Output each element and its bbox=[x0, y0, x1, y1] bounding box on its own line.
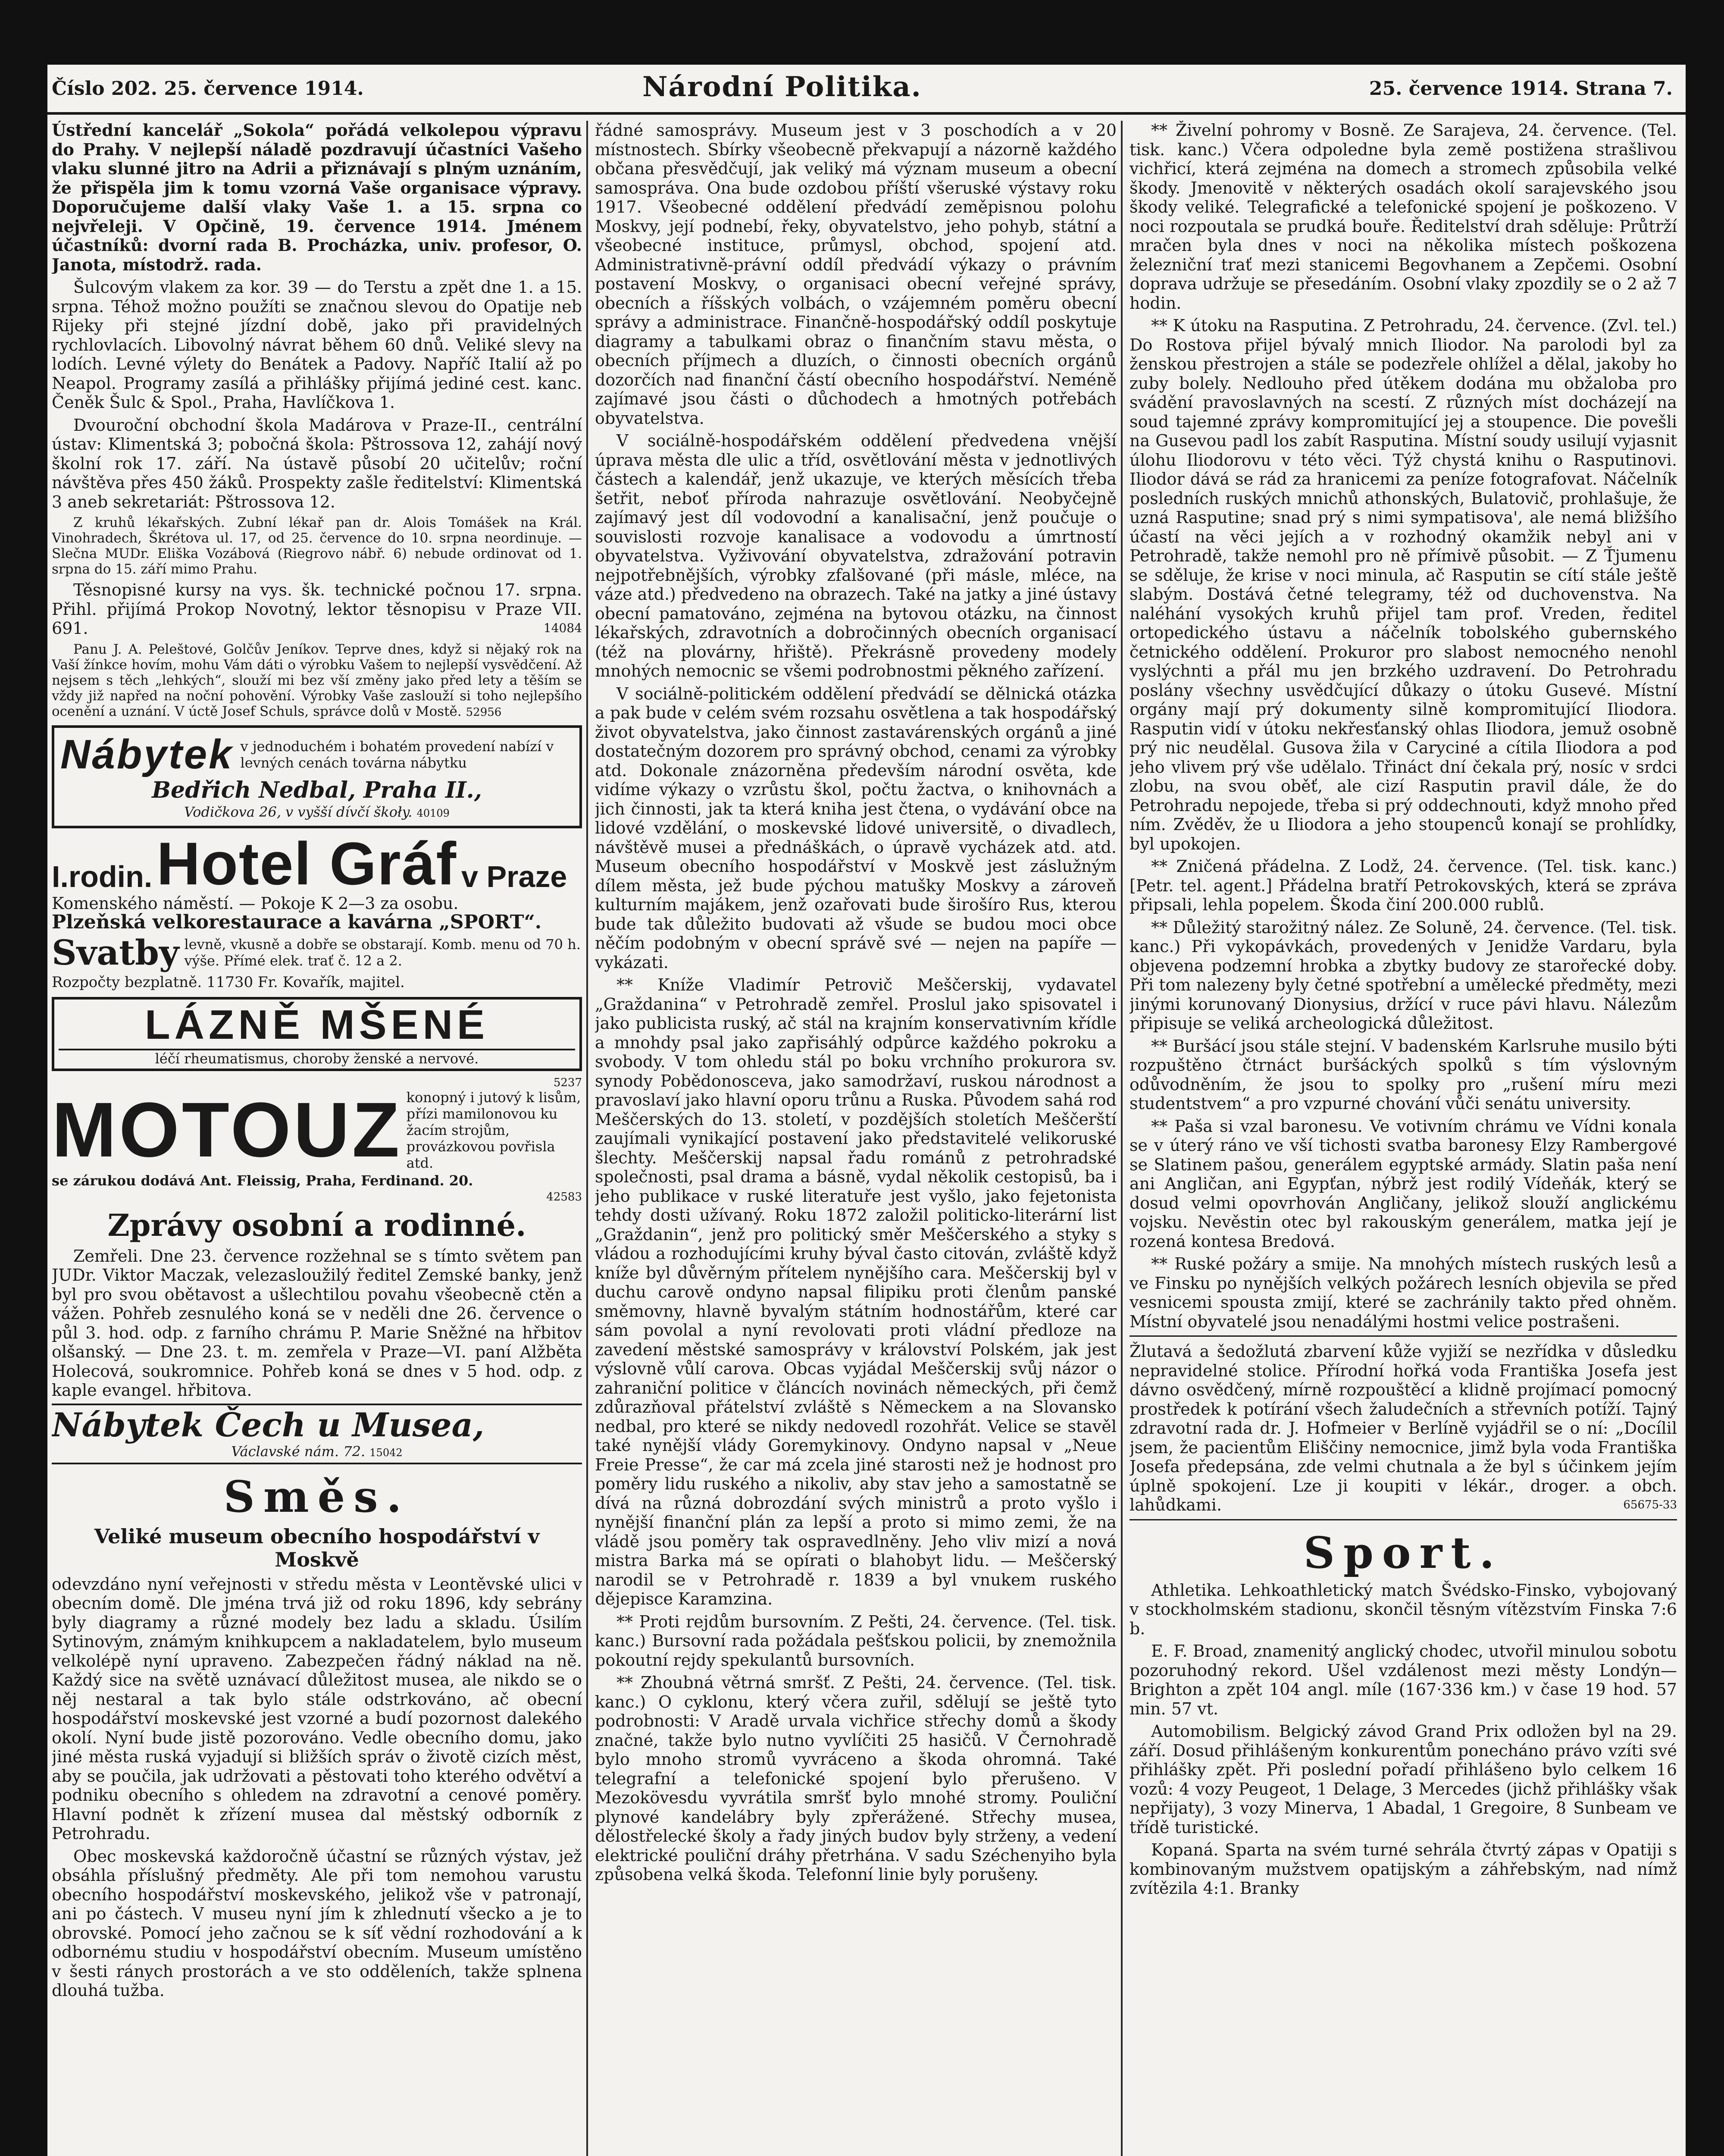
divider bbox=[1130, 1519, 1677, 1520]
notice-sokol: Ústřední kancelář „Sokola“ pořádá velkolepou výpravu do Prahy. V nejlepší náladě pozdravují účastníci Vašeho vlaku slunné jitro na Adrii a přiznávají s plným uznáním, že přispěla jim k tomu vzorná Vaše organisace výpravy. Doporučujeme další vlaky Vaše 1. a 15. srpna co nejvřeleji. V Opčině, 19. července 1914. Jménem účastníků: dvorní rada B. Procházka, univ. profesor, O. Janota, místodrž. rada. bbox=[52, 121, 582, 274]
column-divider bbox=[1121, 121, 1123, 2156]
date-page-number: 25. července 1914. Strana 7. bbox=[1369, 78, 1673, 100]
article-salonika: ** Důležitý starožitný nález. Ze Soluně, 24. července. (Tel. tisk. kanc.) Při vykopávkách, provedených v Jenidže Vardaru, byla objevena podzemní hrobka a zbytky budovy ze starořecké doby. Při tom nalezeny byly četné spotřební a umělecké předměty, mezi jinými korunovaný Dionysius, držící v ruce pávi hlavu. Nálezům připisuje se veliká archeologická důležitost. bbox=[1130, 918, 1677, 1033]
section-heading-smes: Směs. bbox=[223, 1471, 410, 1522]
notice-shorthand: Těsnopisné kursy na vys. šk. technické počnou 17. srpna. Přihl. přijímá Prokop Novotný, lektor těsnopisu v Praze VII. 691. 14084 bbox=[52, 580, 582, 638]
sport-football: Kopaná. Sparta na svém turné sehrála čtvrtý zápas v Opatiji s kombinovaným mužstvem opatijským a záhřebským, nad nímž zvítězila 4:1. Branky bbox=[1130, 1840, 1677, 1898]
article-heading-museum: Veliké museum obecního hospodářství v Moskvě bbox=[94, 1524, 540, 1571]
ad-nedbal-name: Bedřich Nedbal, Praha II., bbox=[152, 777, 482, 803]
article-obituaries: Zemřeli. Dne 23. července rozžehnal se s tímto světem pan JUDr. Viktor Maczak, velezasloužilý ředitel Zemské banky, jenž byl pro svou obětavost a ušlechtilou povahu všeobecně ctěn a vážen. Pohřeb zesnulého koná se v neděli dne 26. července o půl 3. hod. odp. z farního chrámu P. Marie Sněžné na hřbitov olšanský. — Dne 23. t. m. zemřela v Praze—VI. paní Alžběta Holecová, soukromnice. Pohřeb koná se dnes v 5 hod. odp. z kaple evangel. hřbitova. bbox=[52, 1246, 582, 1400]
article-lodz: ** Zničená přádelna. Z Lodž, 24. července. (Tel. tisk. kanc.) [Petr. tel. agent.] Přádelna bratří Petrokovských, která se zpráva připsali, lehla popelem. Škoda činí 200.000 rublů. bbox=[1130, 857, 1677, 914]
notice-school: Dvouroční obchodní škola Madárova v Praze-II., centrální ústav: Klimentská 3; pobočná škola: Pštrossova 12, zahájí nový školní rok 17. září. Na ústavě působí 20 učitelův; roční návštěva přes 450 žáků. Prospekty zašle ředitelství: Klimentská 3 aneb sekretariát: Pštrossova 12. bbox=[52, 415, 582, 511]
ad-skin: Žlutavá a šedožlutá zbarvení kůže vyjiží se nezřídka v důsledku nepravidelné stolice. Přírodní hořká voda Františka Josefa jest dávno osvědčený, mírně rozpouštěcí a klidně projímací pomocný prostředek k potírání všech žaludečních a střevních potíží. Tajný zdravotní rada dr. J. Hofmeier v Berlíně vyjádřil se o ní: „Docílil jsem, že pacientům Eliščiny nemocnice, jimž byla voda Františka Josefa předepsána, zde velmi chutnala a že byl s účinkem jejím úplně spokojení. Lze ji koupiti v lékár., droger. a obch. lahůdkami. 65675-33 bbox=[1130, 1342, 1677, 1514]
article-meshchersky: ** Kníže Vladimír Petrovič Meščerskij, vydavatel „Graždanina“ v Petrohradě zemřel. Proslul jako spisovatel i jako publicista ruský, ač stál na krajním konservativním křídle a mnohdy psal jako zapřisáhlý odpůrce každého pokroku a svobody. V tom ohledu stál po boku vrchního prokurora sv. synody Pobědonosceva, jako samodržaví, ruskou národnost a pravoslaví jako hlavní oporu trůnu a Ruska. Původem sahá rod Meščerských do 13. století, v pozdějších stoletích Meščerští zaujímali vynikající postavení jako představitelé velikoruské šlechty. Meščerskij napsal řadu románů z petrohradské společnosti, psal drama a básně, vydal několik cestopisů, ba i jeho publikace v ruské literatuře jest vyšlo, jako fejetonista tehdy dosti užívaný. Roku 1872 založil politicko-literární list „Graždanin“, jenž pro politický směr Meščerského a styky s vládou a rozhodujícími kruhy býval často citován, zvláště když kníže byl důvěrným přítelem nynějšího cara. Meščerskij byl v duchu carově ondyno napsal filipiku proti členům panské směmovny, hlavně byvalým státním hodnostářům, které car sám povolal a nyní revolovati proti vládní předloze na zavedení městské samosprávy v království Polském, jak jest výslovně vůlí carova. Obcas vyjádal Meščerskij svůj názor o zahraniční politice v článcích novinách německých, při čemž zdůrazňoval přátelství zvláště s Německem a na Slovansko nedbal, pro které se nikdy nedovedl rozohřát. Velice se stavěl také nynější vlády Goremykinovy. Ondyno napsal v „Neue Freie Presse“, že car má zcela jiné starosti než je hodnost pro poměry lidu ruského a nikoliv, aby stav jeho a samostatně se dívá na různá dobrozdání svých ministrů a proto vyšlo i nynější finanční plán za lepší a proto si mimo zemi, že na vládě jsou poměry tak ospravedlněny. Jeho vliv mizí a nová mistra Barka má se opírati o blahobyt lidu. — Meščerský narodil se v Petrohradě r. 1839 a byl vnukem ruského dějepisce Karamzina. bbox=[595, 975, 1117, 1608]
ad-hotel-graf: I.rodin. Hotel Gráf v Praze Komenského náměstí. — Pokoje K 2—3 za osobu. Plzeňská velkorestaurace a kavárna „SPORT“. Svatby levně, vkusně a dobře se obstarají. Komb. menu od 70 h. výše. Přímé elek. trať č. 12 a 2. Rozpočty bezplatně. 11730 Fr. Kovařík, majitel. bbox=[52, 829, 581, 991]
article-museum-p2: Obec moskevská každoročně účastní se různých výstav, jež obsáhla příslušný předměty. Ale při tom nemohou varustu obecního hospodářství moskevského, jelikož vše v patronají, ani po částech. V museu nyní jím k zhlednutí všecko a je to obrovské. Pomocí jeho začnou se k síť vědní rozhodování a k odbornému studiu v hospodářství obecním. Museum umístěno v šesti ránych prostorách a ve sto odděleních, takže splnena dlouhá tužba. bbox=[52, 1846, 582, 2000]
ad-nedbal-headline: Nábytek bbox=[60, 731, 234, 777]
newspaper-title: Národní Politika. bbox=[642, 71, 922, 103]
article-rasputin: ** K útoku na Rasputina. Z Petrohradu, 24. července. (Zvl. tel.) Do Rostova přijel bývalý mnich Iliodor. Na parolodi byl za ženskou přestrojen a stále se podezřele ohlížel a dělal, jakoby ho zuby bolely. Nedlouho před útěkem dodána mu obžaloba pro svádění pravoslavných na scestí. Z různých míst docházejí na soud tajemné zprávy kompromitující jej a stoupence. Die povešli na Gusevou padl los zabít Rasputina. Místní soudy usilují vyjasnit úlohu Iliodorovu v této věci. Týž chystá knihu o Rasputinovi. Iliodor dává se rád za hranicemi za peníze fotografovat. Náčelník posledních ruských mnichů athonských, Bulatovič, prohlašuje, že uzná Rasputine; snad prý s nimi sympatisova', ale nemá bližšího účastí na věci jejích a v rozhodný okamžik nebyl ani v Petrohradě, takže nemohl pro ně přímivě působit. — Z Ťjumenu se sděluje, že krise v noci minula, ač Rasputin se cítí stále ještě slabým. Dostává četné telegramy, též od duchovenstva. Na naléhání vysokých kruhů přijel tam prof. Vreden, ředitel ortopedického ústavu a náčelník tobolského gubernského četnického oddělení. Prokuror pro slabost nemocného nenohl vyslýchnti a přál mu jen brzkého uzdravení. Do Petrohradu poslány všechny usvědčující důkazy o útoku Gusevé. Místní orgány mají prý dokumenty silně kompromitující Iliodora. Rasputin vidí v útoku nekřesťanský ohlas Iliodora, jemuž osobně prý nic neudělal. Gusova žila v Caryciné a cítila Iliodora a pod jeho vlivem prý vše udělalo. Třináct dní čekala prý, nosíc v srdci zlobu, na svou oběť, ale cizí Rasputin pravil dále, že do Petrohradu nepojede, třeba si prý oddechnouti, když mnoho před ním. Zvěděv, že u Iliodora a jeho stoupenců konají se prohlídky, byl upokojen. bbox=[1130, 316, 1677, 853]
ad-motouz: MOTOUZ konopný i jutový k lisům, přízi mamilonovou ku žacím strojům, provázkovou povřisla atd. se zárukou dodává Ant. Fleissig, Praha, Ferdinand. 20. 42583 bbox=[52, 1087, 582, 1203]
ad-hotel-name: Hotel Gráf bbox=[156, 829, 457, 897]
article-bourse: ** Proti rejdům bursovním. Z Pešti, 24. července. (Tel. tisk. kanc.) Bursovní rada požádala pešťskou policii, by znemožnila pokoutní rejdy spekulantů bursovních. bbox=[595, 1612, 1117, 1670]
ad-nedbal-furniture: Nábytek v jednoduchém i bohatém provedení nabízí v levných cenách továrna nábytku Bedřich Nedbal, Praha II., Vodičkova 26, v vyšší dívčí škoły. 40109 bbox=[52, 725, 582, 828]
notice-testimonial: Panu J. A. Peleštové, Golčův Jeníkov. Teprve dnes, když si nějaký rok na Vaší žínkce hovím, mohu Vám dáti o výrobku Vašem to nejlepší vysvědčení. Až nejsem s těch „lehkých“, slouží mi bez vší změny jako před lety a těším se vždy již napřed na noční pohovění. Výrobky Vaše zaslouží si toho nejlepšího ocenění a uznání. V úctě Josef Schuls, správce dolů v Mostě. 52956 bbox=[52, 641, 582, 719]
article-windstorm: ** Zhoubná větrná smršť. Z Pešti, 24. července. (Tel. tisk. kanc.) O cyklonu, který včera zuřil, sdělují se ještě tyto podrobnosti: V Aradě urvala vichřice střechy domů a škody značné, takže bylo nutno vyvlíčiti 25 hasičů. V Černohradě bylo mnoho stromů vyvráceno a škoda ohromná. Také telegrafní a telefonické spojení bylo přerušeno. V Mezokövesdu vyvrátila smršť bylo mnohé stromy. Pouliční plynové kandelábry byly zpřerážené. Střechy musea, dělostřelecké školy a řady jiných budov byly strženy, a vedení elektrické pouliční dráhy přetrhána. V sadu Széchenyiho byla způsobena velká škoda. Telefonní linie byly porušeny. bbox=[595, 1673, 1117, 1884]
section-heading-personal: Zprávy osobní a rodinné. bbox=[107, 1207, 526, 1243]
notice-sulc: Šulcovým vlakem za kor. 39 — do Terstu a zpět dne 1. a 15. srpna. Téhož možno použíti se značnou slevou do Opatije neb Rijeky při stejné jízdní době, jako při pravidelných rychlovlacích. Libovolný návrat během 60 dnů. Veliké slevy na lodích. Levné výlety do Benátek a Padovy. Napříč Italií až po Neapol. Programy zasílá a přihlášky přijímá jediné cest. kanc. Čeněk Šulc & Spol., Praha, Havlíčkova 1. bbox=[52, 278, 582, 412]
sport-walking: E. F. Broad, znamenitý anglický chodec, utvořil minulou sobotu pozoruhodný rekord. Ušel vzdálenost mezi městy Londýn—Brighton a zpět 104 angl. míle (167·336 km.) v čase 19 hod. 57 min. 57 vt. bbox=[1130, 1642, 1677, 1718]
divider bbox=[1130, 1335, 1677, 1337]
column-1: Ústřední kancelář „Sokola“ pořádá velkolepou výpravu do Prahy. V nejlepší náladě pozdravují účastníci Vašeho vlaku slunné jitro na Adrii a přiznávají s plným uznáním, že přispěla jim k tomu vzorná Vaše organisace výpravy. Doporučujeme další vlaky Vaše 1. a 15. srpna co nejvřeleji. V Opčině, 19. července 1914. Jménem účastníků: dvorní rada B. Procházka, univ. profesor, O. Janota, místodrž. rada. Šulcovým vlakem za kor. 39 — do Terstu a zpět dne 1. a 15. srpna. Téhož možno použíti se značnou slevou do Opatije neb Rijeky při stejné jízdní době, jako při pravidelných rychlovlacích. Libovolný návrat během 60 dnů. Veliké slevy na lodích. Levné výlety do Benátek a Padovy. Napříč Italií až po Neapol. Programy zasílá a přihlášky přijímá jediné cest. kanc. Čeněk Šulc & Spol., Praha, Havlíčkova 1. Dvouroční obchodní škola Madárova v Praze-II., centrální ústav: Klimentská 3; pobočná škola: Pštrossova 12, zahájí nový školní rok 17. září. Na ústavě působí 20 učitelův; roční návštěva přes 450 žáků. Prospekty zašle ředitelství: Klimentská 3 aneb sekretariát: Pštrossova 12. Z kruhů lékařských. Zubní lékař pan dr. Alois Tomášek na Král. Vinohradech, Škrétova ul. 17, od 25. července do 10. srpna neordinuje. — Slečna MUDr. Eliška Vozábová (Riegrovo nábř. 6) nebude ordinovat od 1. srpna do 15. září mimo Prahu. Těsnopisné kursy na vys. šk. technické počnou 17. srpna. Přihl. přijímá Prokop Novotný, lektor těsnopisu v Praze VII. 691. 14084 Panu J. A. Peleštové, Golčův Jeníkov. Teprve dnes, když si nějaký rok na Vaší žínkce hovím, mohu Vám dáti o výrobku Vašem to nejlepší vysvědčení. Až nejsem s těch „lehkých“, slouží mi bez vší změny jako před lety a těším se vždy již napřed na noční pohovění. Výrobky Vaše zaslouží si toho nejlepšího ocenění a uznání. V úctě Josef Schuls, správce dolů v Mostě. 52956 Nábytek v jednoduchém i bohatém provedení nabízí v levných cenách továrna nábytku Bedřich Nedbal, Praha II., Vodičkova 26, v vyšší dívčí škoły. 40109 I.rodin. Hotel Gráf v Praze Komenského náměstí. — Pokoje K 2—3 za osobu. Plzeňská velkorestaurace a kavárna „SPORT“. Svatby levně, vkusně a dobře se obstarají. Komb. menu od 70 h. výše. Přímé elek. trať č. 12 a 2. Rozpočty bezplatně. 11730 Fr. Kovařík, majitel. LÁZNĚ MŠENÉ léčí rheumatismus, choroby ženské a nervové. 5237 MOTOUZ konopný i jutový k lisům, přízi mamilonovou ku žacím strojům, provázkovou povřisla atd. se zárukou dodává Ant. Fleissig, Praha, Ferdinand. 20. 42583 Zprávy osobní a rodinné. Zemřeli. Dne 23. července rozžehnal se s tímto světem pan JUDr. Viktor Maczak, velezasloužilý ředitel Zemské banky, jenž byl pro svou obětavost a ušlechtilou povahu všeobecně ctěn a vážen. Pohřeb zesnulého koná se v neděli dne 26. července o půl 3. hod. odp. z farního chrámu P. Marie Sněžné na hřbitov olšanský. — Dne 23. t. m. zemřela v Praze—VI. paní Alžběta Holecová, soukromnice. Pohřeb koná se dnes v 5 hod. odp. z kaple evangel. hřbitova. Nábytek Čech u Musea, Václavské nám. 72. 15042 Směs. Veliké museum obecního hospodářství v Moskvě odevzdáno nyní veřejnosti v středu města v Leontěvské ulici v obecním domě. Dle jména trvá již od roku 1896, kdy sebrány byly diagramy a různé modely bez ladu a skladu. Úsilím Sytinovým, známým knihkupcem a nakladatelem, bylo museum velkolépě nyní upraveno. Zabezpečen řádný náklad na ně. Každý sice na světě uznávací důležitost musea, ale nikdo se o něj nestaral a tak bylo stále odstrkováno, ač obecní hospodářství moskevské jest vzorné a budí pozornost dalekého okolí. Nyní bude jistě pozorováno. Vedle obecního domu, jako jiné města ruská vyjadují si bližších správ o životě cizích měst, aby se poučila, jak udržovati a pěstovati toho kterého odvětví a podniku obecního s ohledem na zdravotní a cenové poměry. Hlavní podnět k zřízení musea dal městský odborník z Petrohradu. Obec moskevská každoročně účastní se různých výstav, jež obsáhla příslušný předměty. Ale při tom nemohou varustu obecního hospodářství moskevského, jelikož vše v patronají, ani po částech. V museu nyní jím k zhlednutí všecko a je to obrovské. Pomocí jeho začnou se k síť vědní rozhodování a k odbornému studiu v hospodářství obecním. Museum umístěno v šesti ránych prostorách a ve sto odděleních, takže splnena dlouhá tužba. bbox=[52, 121, 582, 2000]
article-museum-p3: řádné samosprávy. Museum jest v 3 poschodích a v 20 místnostech. Sbírky všeobecně překvapují a názorně každého občana přesvědčují, jak veliký má význam museum a obecní samospráva. Ona bude ozdobou příští všeruské výstavy roku 1917. Všeobecné oddělení předvádí zeměpisnou polohu Moskvy, její podnebí, řeky, obyvatelstvo, jeho pohyb, státní a všeobecné instituce, průmysl, obchod, spojení atd. Administrativně-právní oddíl předvádí výkazy o právním postavení Moskvy, o organisaci obecní veřejné správy, obecních a říšských volbách, o vzájemném poměru obecní správy a administrace. Finančně-hospodářský oddíl poskytuje diagramy a tabulkami obraz o finančním stavu města, o obecních příjmech a dluzích, o činnosti obecních orgánů dozorčích nad finanční částí obecního hospodářství. Neméně zajímavé jsou části o důchodech a hmotných potřebách obyvatelstva. bbox=[595, 121, 1117, 428]
article-bosnia: ** Živelní pohromy v Bosně. Ze Sarajeva, 24. července. (Tel. tisk. kanc.) Včera odpoledne byla země postižena strašlivou vichřicí, která zejména na domech a stromech způsobila velké škody. Jmenovitě v některých osadách okolí sarajevského jsou škody veliké. Telegrafické a telefonické spojení je poškozeno. V noci rozpoutala se prudká bouře. Ředitelství drah sděluje: Průtrží mračen byla dnes v noci na několika místech poškozena železniční trať mezi stanicemi Begovhanem a Zepčemi. Osobní doprava udržuje se přesedáním. Osobní vlaky zpozdily se o 2 až 7 hodin. bbox=[1130, 121, 1677, 313]
article-fires: ** Ruské požáry a smije. Na mnohých místech ruských lesů a ve Finsku po nynějších velkých požárech lesních objevila se před vesnicemi spousta zmijí, které se zachránily takto před ohněm. Místní obyvatelé jsou nenadálými hostmi velice postrašeni. bbox=[1130, 1254, 1677, 1331]
sport-automobile: Automobilism. Belgický závod Grand Prix odložen byl na 29. září. Dosud přihlášeným konkurentům ponecháno právo vzíti své přihlášky zpět. Při poslední pořadí přihlášeno bylo celkem 16 vozů: 4 vozy Peugeot, 1 Delage, 3 Mercedes (jichž přihlášky však nepřijaty), 3 vozy Minerva, 1 Abadal, 1 Gregoire, 8 Sunbeam ve třídě turistické. bbox=[1130, 1722, 1677, 1837]
column-3 bbox=[1130, 121, 1677, 2156]
page-header bbox=[47, 65, 1686, 115]
column-divider bbox=[586, 121, 588, 2156]
article-karlsruhe: ** Buršácí jsou stále stejní. V badenském Karlsruhe musilo býti rozpuštěno čtrnáct buršáckých spolků s tím výslovným odůvodněním, že jsou to spolky pro „rušení míru mezi studentstvem“ a pro vzpurné chování vůči senátu university. bbox=[1130, 1036, 1677, 1113]
sport-athletics: Athletika. Lehkoathletický match Švédsko-Finsko, vybojovaný v stockholmském stadionu, skončil těsným vítězstvím Finska 7:6 b. bbox=[1130, 1580, 1677, 1638]
article-museum-p1: odevzdáno nyní veřejnosti v středu města v Leontěvské ulici v obecním domě. Dle jména trvá již od roku 1896, kdy sebrány byly diagramy a různé modely bez ladu a skladu. Úsilím Sytinovým, známým knihkupcem a nakladatelem, bylo museum velkolépě nyní upraveno. Zabezpečen řádný náklad na ně. Každý sice na světě uznávací důležitost musea, ale nikdo se o něj nestaral a tak bylo stále odstrkováno, ač obecní hospodářství moskevské jest vzorné a budí pozornost dalekého okolí. Nyní bude jistě pozorováno. Vedle obecního domu, jako jiné města ruská vyjadují si bližších správ o životě cizích měst, aby se poučila, jak udržovati a pěstovati toho kterého odvětví a podniku obecního s ohledem na zdravotní a cenové poměry. Hlavní podnět k zřízení musea dal městský odborník z Petrohradu. bbox=[52, 1574, 582, 1843]
article-museum-p5: V sociálně-politickém oddělení předvádí se dělnická otázka a pak bude v celém svém rozsahu osvětlena a tak hospodářský život obyvatelstva, jako činnost zastavárenských orgánů a jiné dostatečným dozorem pro správný obchod, cenami za výrobky atd. Dokonale znázorněna především národní osvěta, kde vidíme výkazy o vzrůstu škol, počtu žactva, o knihovnách a jich činnosti, jak ta která kniha jest čtena, o vydávání obce na lidové vzdělání, o moskevské lidové universitě, o divadlech, návštěvě musei a přednáškách, o úpravě vycházek atd. atd. Museum obecního hospodářství v Moskvě jest záslužným dílem města, jež bude pýchou matušky Moskvy a zároveň kulturním majákem, jenž ozařovati bude širošíro Rus, kterou bude tak důležito budovati až všude se budou moci obce něčím podobným v obecní správě své — nejen na papíře — vykázati. bbox=[595, 684, 1117, 972]
issue-number: Číslo 202. 25. července 1914. bbox=[52, 78, 364, 100]
article-pasha: ** Paša si vzal baronesu. Ve votivním chrámu ve Vídni konala se v úterý ráno ve vší tichosti svatba baronesy Elzy Rambergové se Slatinem pašou, generálem egyptské armády. Slatin paša není ani Angličan, ani Egypťan, nýbrž jest rodilý Vídeňák, který se dosud velmi opovrhován Angličany, jelikož slouží anglickému vojsku. Nevěstin otec byl rakouským generálem, matka její je rozená kontesa Bredová. bbox=[1130, 1116, 1677, 1251]
column-2 bbox=[595, 121, 1117, 2156]
article-museum-p4: V sociálně-hospodářském oddělení předvedena vnější úprava města dle ulic a tříd, osvětlování města v jednotlivých částech a kalendář, jenž ukazuje, ve kterých měsících třeba šetřit, neboť příroda nahrazuje osvětlování. Neobyčejně zajímavý jest díl vodovodní a kanalisační, jenž poučuje o souvislosti rozvoje kanalisace a vodovodu a úmrtností obyvatelstva. Vyživování obyvatelstva, zdražování potravin nejpotřebnějších, výrobky zfalšované (při másle, mléce, na váze atd.) předvedeno na obrazech. Také na jatky a jiné ústavy obecní pamatováno, zejména na bytovou otázku, na činnost lékařských, zdravotních a dobročinných obecních organisací (též na plovárny, hřiště). Překrásně provedeny modely mnohých nemocnic se všemi podrobnostmi pěkného zařízení. bbox=[595, 431, 1117, 680]
section-heading-sport: Sport. bbox=[1303, 1527, 1503, 1578]
newspaper-page bbox=[47, 65, 1686, 2156]
ad-cech-furniture: Nábytek Čech u Musea, Václavské nám. 72. 15042 bbox=[52, 1404, 582, 1464]
ad-lazne-msene: LÁZNĚ MŠENÉ léčí rheumatismus, choroby ženské a nervové. bbox=[52, 997, 582, 1071]
ad-motouz-title: MOTOUZ bbox=[52, 1087, 402, 1173]
notice-doctors: Z kruhů lékařských. Zubní lékař pan dr. Alois Tomášek na Král. Vinohradech, Škrétova ul. 17, od 25. července do 10. srpna neordinuje. — Slečna MUDr. Eliška Vozábová (Riegrovo nábř. 6) nebude ordinovat od 1. srpna do 15. září mimo Prahu. bbox=[52, 515, 582, 577]
